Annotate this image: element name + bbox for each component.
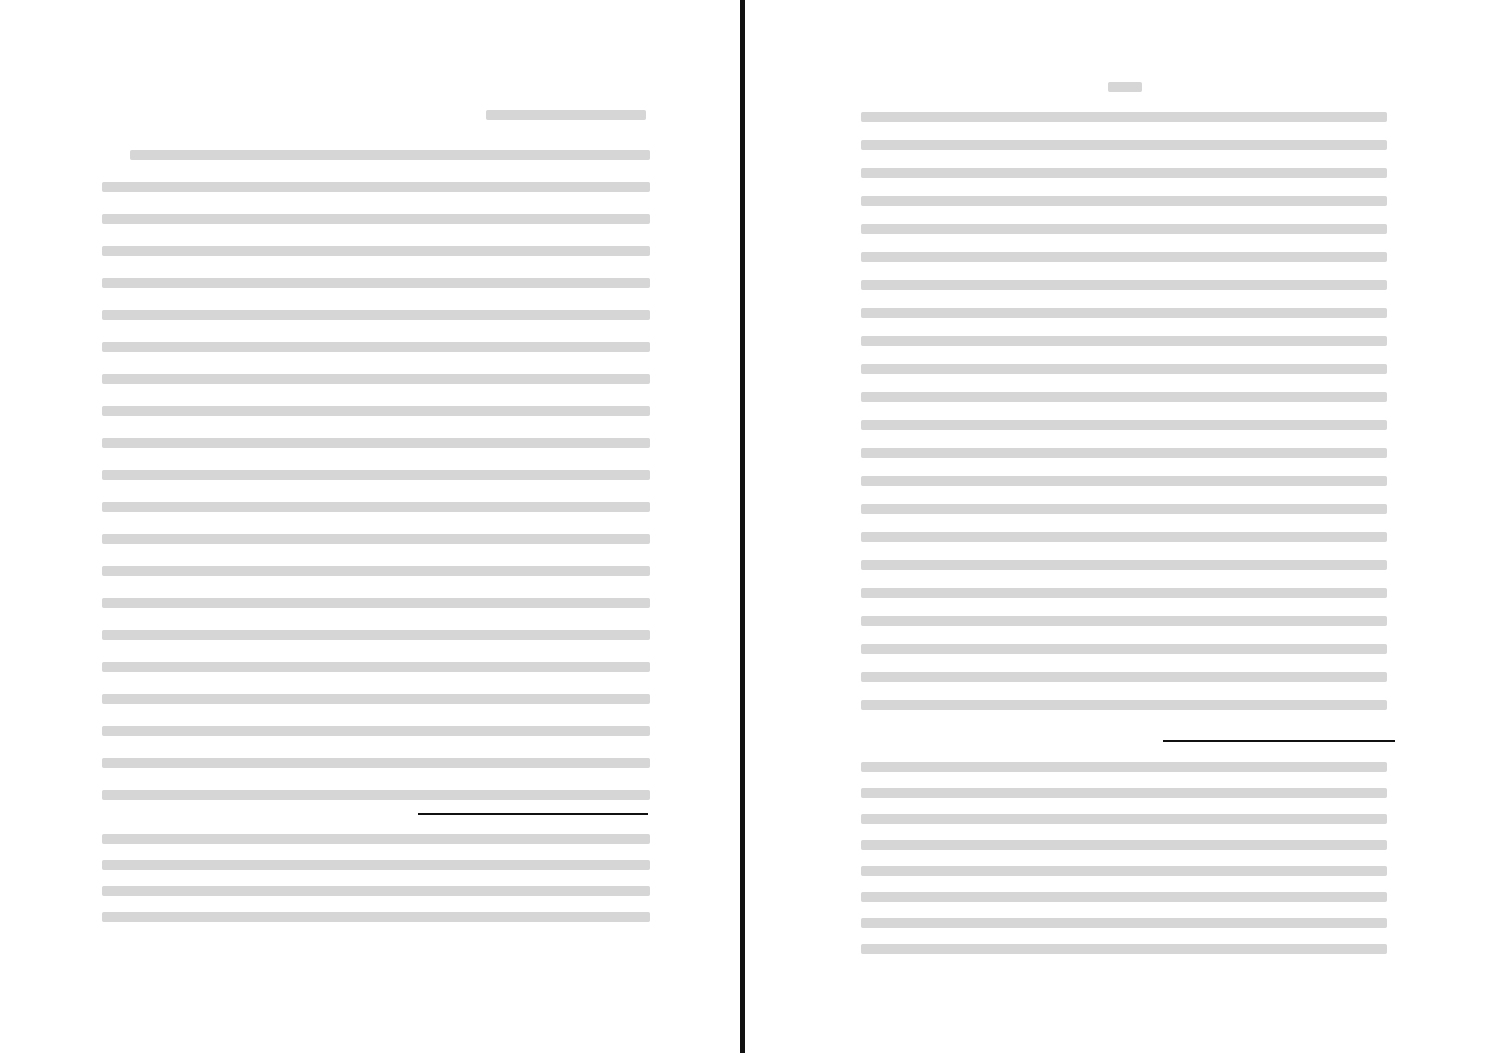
- left-main-text-placeholder: [102, 662, 650, 672]
- right-main-text-placeholder: [861, 504, 1387, 514]
- left-footnote-rule: [418, 813, 648, 815]
- left-heading-region: [396, 100, 646, 132]
- left-main-text-placeholder: [102, 406, 650, 416]
- right-main-text-placeholder: [861, 196, 1387, 206]
- left-footnote-placeholder: [102, 834, 650, 844]
- left-footnote-placeholder: [102, 912, 650, 922]
- right-footnote-placeholder: [861, 788, 1387, 798]
- right-main-text-placeholder: [861, 476, 1387, 486]
- right-main-text-placeholder: [861, 112, 1387, 122]
- right-main-text-placeholder: [861, 616, 1387, 626]
- right-page-number-region: [1096, 74, 1156, 100]
- right-footnote-placeholder: [861, 918, 1387, 928]
- right-main-text-placeholder: [861, 588, 1387, 598]
- left-main-text-placeholder: [102, 182, 650, 192]
- left-footnote-placeholder: [102, 860, 650, 870]
- right-main-text-placeholder: [861, 448, 1387, 458]
- left-main-text-placeholder: [102, 502, 650, 512]
- left-main-text-placeholder: [102, 342, 650, 352]
- right-main-text-placeholder: [861, 224, 1387, 234]
- right-main-text-placeholder: [861, 420, 1387, 430]
- left-page: [0, 0, 740, 1053]
- left-main-text-placeholder: [102, 598, 650, 608]
- right-main-text-placeholder: [861, 644, 1387, 654]
- left-main-text-placeholder: [102, 790, 650, 800]
- right-main-text-placeholder: [861, 364, 1387, 374]
- right-main-text-placeholder: [861, 168, 1387, 178]
- right-main-text-placeholder: [861, 532, 1387, 542]
- left-main-text-placeholder: [130, 150, 650, 160]
- right-main-text-placeholder: [861, 392, 1387, 402]
- right-page: [745, 0, 1497, 1053]
- left-main-text-region: [96, 136, 650, 806]
- right-footnote-placeholder: [861, 840, 1387, 850]
- left-main-text-placeholder: [102, 630, 650, 640]
- left-heading-placeholder: [486, 110, 646, 120]
- right-main-text-placeholder: [861, 560, 1387, 570]
- right-page-number-placeholder: [1108, 82, 1142, 92]
- left-main-text-placeholder: [102, 534, 650, 544]
- right-main-text-placeholder: [861, 140, 1387, 150]
- right-footnote-placeholder: [861, 762, 1387, 772]
- right-footnote-placeholder: [861, 866, 1387, 876]
- left-main-text-placeholder: [102, 694, 650, 704]
- left-main-text-placeholder: [102, 438, 650, 448]
- right-main-text-placeholder: [861, 700, 1387, 710]
- left-main-text-placeholder: [102, 758, 650, 768]
- left-footnote-placeholder: [102, 886, 650, 896]
- left-main-text-placeholder: [102, 278, 650, 288]
- left-main-text-placeholder: [102, 566, 650, 576]
- right-footnote-rule: [1163, 740, 1395, 742]
- right-main-text-placeholder: [861, 672, 1387, 682]
- right-main-text-placeholder: [861, 252, 1387, 262]
- left-main-text-placeholder: [102, 470, 650, 480]
- right-main-text-placeholder: [861, 308, 1387, 318]
- right-footnote-region: [855, 754, 1387, 966]
- left-main-text-placeholder: [102, 214, 650, 224]
- left-footnote-region: [96, 826, 650, 936]
- right-footnote-placeholder: [861, 814, 1387, 824]
- right-footnote-placeholder: [861, 944, 1387, 954]
- right-main-text-placeholder: [861, 336, 1387, 346]
- right-footnote-placeholder: [861, 892, 1387, 902]
- left-main-text-placeholder: [102, 726, 650, 736]
- left-main-text-placeholder: [102, 310, 650, 320]
- left-main-text-placeholder: [102, 246, 650, 256]
- right-main-text-placeholder: [861, 280, 1387, 290]
- right-main-text-region: [855, 102, 1387, 730]
- left-main-text-placeholder: [102, 374, 650, 384]
